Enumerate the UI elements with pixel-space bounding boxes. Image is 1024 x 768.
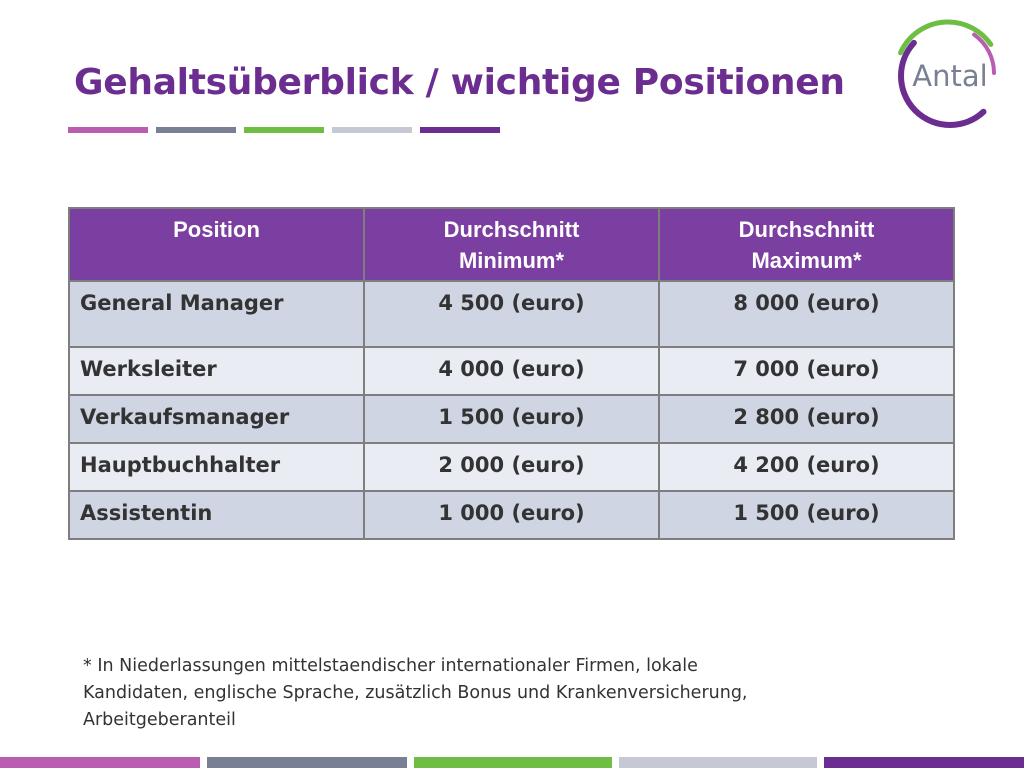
footnote bbox=[83, 653, 803, 734]
bottom-bar-purple bbox=[824, 757, 1024, 768]
bottom-bar-green bbox=[414, 757, 612, 768]
accent-bar-purple bbox=[420, 127, 500, 133]
cell-position: Assistentin bbox=[69, 491, 364, 539]
table-row bbox=[69, 347, 954, 395]
cell-min: 1 000 (euro) bbox=[364, 491, 659, 539]
bottom-bar-silver bbox=[619, 757, 817, 768]
accent-bar-pink bbox=[68, 127, 148, 133]
cell-min: 4 000 (euro) bbox=[364, 347, 659, 395]
cell-min: 1 500 (euro) bbox=[364, 395, 659, 443]
table-row bbox=[69, 395, 954, 443]
header-min: Durchschnitt Minimum* bbox=[364, 208, 659, 281]
table-row bbox=[69, 443, 954, 491]
table-row bbox=[69, 281, 954, 347]
bottom-bar-pink bbox=[0, 757, 200, 768]
cell-max: 7 000 (euro) bbox=[659, 347, 954, 395]
table-row bbox=[69, 491, 954, 539]
cell-position: Hauptbuchhalter bbox=[69, 443, 364, 491]
header-max: Durchschnitt Maximum* bbox=[659, 208, 954, 281]
cell-position: General Manager bbox=[69, 281, 364, 347]
slide-title: Gehaltsüberblick / wichtige Positionen bbox=[74, 62, 845, 103]
cell-min: 2 000 (euro) bbox=[364, 443, 659, 491]
cell-max: 4 200 (euro) bbox=[659, 443, 954, 491]
accent-bar-slate bbox=[156, 127, 236, 133]
table-header-row bbox=[69, 208, 954, 281]
cell-min: 4 500 (euro) bbox=[364, 281, 659, 347]
header-position: Position bbox=[69, 208, 364, 281]
cell-max: 8 000 (euro) bbox=[659, 281, 954, 347]
footnote-line: * In Niederlassungen mittelstaendischer internationaler Firmen, lokale bbox=[83, 656, 698, 676]
accent-bar-green bbox=[244, 127, 324, 133]
footnote-line: Kandidaten, englische Sprache, zusätzlich Bonus und Krankenversicherung, bbox=[83, 683, 748, 703]
cell-max: 1 500 (euro) bbox=[659, 491, 954, 539]
title-accent-bars bbox=[68, 127, 508, 133]
logo-text: Antal bbox=[912, 59, 988, 93]
accent-bar-silver bbox=[332, 127, 412, 133]
antal-logo bbox=[890, 18, 1006, 130]
cell-max: 2 800 (euro) bbox=[659, 395, 954, 443]
footnote-line: Arbeitgeberanteil bbox=[83, 710, 236, 730]
bottom-accent-bars bbox=[0, 757, 1024, 768]
cell-position: Werksleiter bbox=[69, 347, 364, 395]
salary-table bbox=[68, 207, 955, 540]
bottom-bar-slate bbox=[207, 757, 407, 768]
cell-position: Verkaufsmanager bbox=[69, 395, 364, 443]
